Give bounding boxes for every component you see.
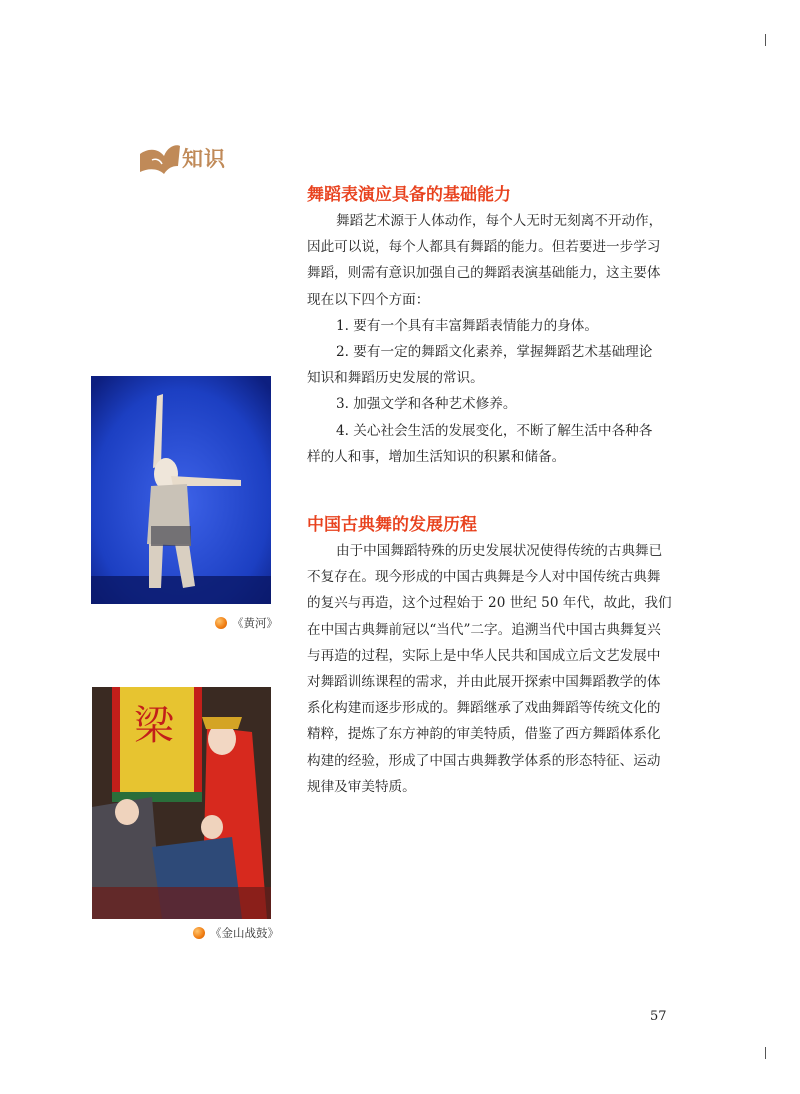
paragraph-line: 构建的经验，形成了中国古典舞教学体系的形态特征、运动: [307, 752, 661, 769]
paragraph-line: 由于中国舞蹈特殊的历史发展状况使得传统的古典舞已: [336, 543, 663, 559]
page-number: 57: [650, 1009, 667, 1024]
paragraph-line: 舞蹈，则需有意识加强自己的舞蹈表演基础能力，这主要体: [307, 265, 661, 282]
photo-huanghe-caption: [215, 615, 278, 631]
section2-heading: 中国古典舞的发展历程: [307, 515, 477, 535]
list-item-line: 样的人和事，增加生活知识的积累和储备。: [307, 448, 566, 465]
paragraph-line: 规律及审美特质。: [307, 778, 416, 795]
paragraph-line: 舞蹈艺术源于人体动作，每个人无时无刻离不开动作，: [336, 213, 663, 229]
section1-body: [307, 208, 679, 470]
photo-huanghe: [91, 376, 271, 604]
crop-mark-bottom: [765, 1047, 766, 1059]
crop-mark-top: [765, 34, 766, 46]
paragraph-line: 对舞蹈训练课程的需求，并由此展开探索中国舞蹈教学的体: [307, 674, 661, 691]
caption-text: 《黄河》: [232, 616, 278, 630]
section2-body: [307, 538, 679, 800]
photo-jinshan-caption: [193, 925, 279, 941]
section1-heading: 舞蹈表演应具备的基础能力: [307, 185, 511, 205]
paragraph-line: 系化构建而逐步形成的。舞蹈继承了戏曲舞蹈等传统文化的: [307, 700, 661, 717]
paragraph-line: 精粹，提炼了东方神韵的审美特质，借鉴了西方舞蹈体系化: [307, 726, 661, 743]
paragraph-line: 在中国古典舞前冠以“当代”二字。追溯当代中国古典舞复兴: [307, 621, 661, 638]
list-item-line: 知识和舞蹈历史发展的常识。: [307, 370, 484, 387]
list-item-line: 1. 要有一个具有丰富舞蹈表情能力的身体。: [336, 317, 598, 334]
banner-glyph: 梁: [134, 703, 174, 749]
list-item-line: 4. 关心社会生活的发展变化，不断了解生活中各种各: [336, 422, 653, 439]
paragraph-line: 不复存在。现今形成的中国古典舞是今人对中国传统古典舞: [307, 569, 661, 586]
paragraph-line: 的复兴与再造，这个过程始于 20 世纪 50 年代，故此，我们: [307, 595, 672, 612]
section-badge-label: 知识: [182, 147, 226, 171]
paragraph-line: 因此可以说，每个人都具有舞蹈的能力。但若要进一步学习: [307, 239, 661, 256]
caption-text: 《金山战鼓》: [210, 926, 279, 940]
list-item-line: 2. 要有一定的舞蹈文化素养，掌握舞蹈艺术基础理论: [336, 344, 653, 361]
orange-dot-icon: [215, 617, 227, 629]
photo-jinshan-zhangu: [92, 687, 271, 919]
paragraph-line: 现在以下四个方面：: [307, 291, 430, 308]
paragraph-line: 与再造的过程，实际上是中华人民共和国成立后文艺发展中: [307, 647, 661, 664]
orange-dot-icon: [193, 927, 205, 939]
list-item-line: 3. 加强文学和各种艺术修养。: [336, 396, 517, 413]
